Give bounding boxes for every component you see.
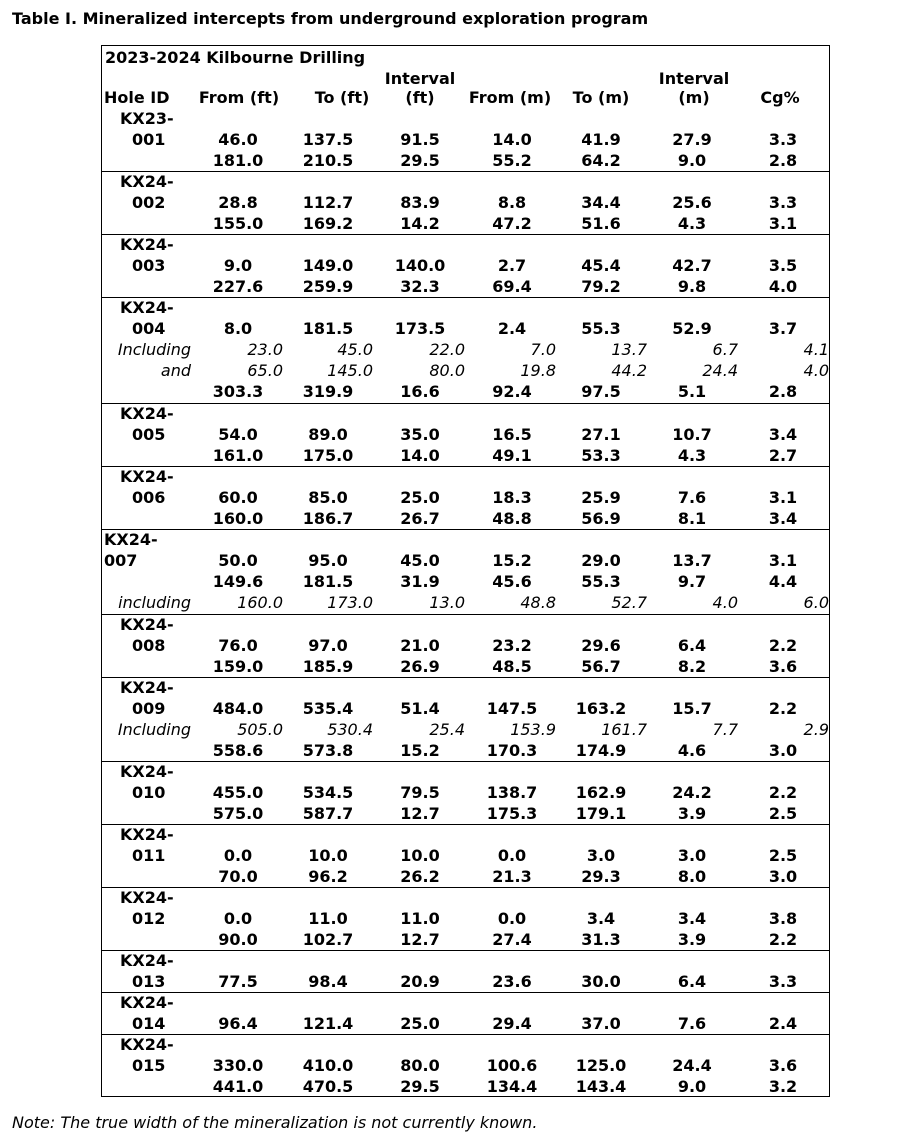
- cell: 159.0: [212, 657, 264, 676]
- cell: 29.3: [581, 867, 621, 886]
- cell: 29.0: [581, 551, 621, 570]
- row-divider: [102, 824, 829, 825]
- cell: 138.7: [486, 783, 538, 802]
- cell: 35.0: [400, 425, 440, 444]
- cell: 2.4: [497, 319, 527, 338]
- cell: 90.0: [218, 930, 258, 949]
- hole-id-suffix-KX23-001: 001: [132, 130, 166, 149]
- cell: 31.3: [581, 930, 621, 949]
- row-divider: [102, 297, 829, 298]
- cell: 77.5: [218, 972, 258, 991]
- cell-sub: 7.0: [530, 340, 556, 359]
- cell: 2.7: [497, 256, 527, 275]
- cell: 185.9: [302, 657, 354, 676]
- row-divider: [102, 761, 829, 762]
- hole-id-KX24-007: KX24-: [104, 530, 158, 549]
- cell-sub: 44.2: [611, 361, 647, 380]
- cell-sub: 2.9: [803, 720, 829, 739]
- cell: 173.5: [394, 319, 446, 338]
- column-header-0: Hole ID: [104, 88, 170, 107]
- hole-id-KX24-012: KX24-: [120, 888, 174, 907]
- cell: 137.5: [302, 130, 354, 149]
- cell-sub: 7.7: [712, 720, 738, 739]
- cell: 64.2: [581, 151, 621, 170]
- cell: 69.4: [492, 277, 532, 296]
- cell: 79.2: [581, 277, 621, 296]
- cell: 55.3: [581, 319, 621, 338]
- cell: 48.5: [492, 657, 532, 676]
- cell: 186.7: [302, 509, 354, 528]
- cell: 175.3: [486, 804, 538, 823]
- cell: 60.0: [218, 488, 258, 507]
- cell-sub: 22.0: [429, 340, 465, 359]
- cell: 23.6: [492, 972, 532, 991]
- row-divider: [102, 887, 829, 888]
- hole-id-KX24-009: KX24-: [120, 678, 174, 697]
- cell: 24.4: [672, 1056, 712, 1075]
- hole-id-KX23-001: KX23-: [120, 109, 174, 128]
- cell: 4.3: [677, 214, 707, 233]
- cell: 15.7: [672, 699, 712, 718]
- cell: 143.4: [575, 1077, 627, 1096]
- hole-id-suffix-KX24-006: 006: [132, 488, 166, 507]
- cell: 455.0: [212, 783, 264, 802]
- cell: 169.2: [302, 214, 354, 233]
- cell: 9.0: [677, 151, 707, 170]
- footnote: Note: The true width of the mineralization is not currently known.: [12, 1113, 538, 1132]
- hole-id-suffix-KX24-002: 002: [132, 193, 166, 212]
- hole-id-KX24-004: KX24-: [120, 298, 174, 317]
- cell: 45.4: [581, 256, 621, 275]
- cell: 49.1: [492, 446, 532, 465]
- cell: 3.1: [768, 488, 798, 507]
- cell: 0.0: [497, 909, 527, 928]
- cell: 125.0: [575, 1056, 627, 1075]
- cell: 24.2: [672, 783, 712, 802]
- cell: 37.0: [581, 1014, 621, 1033]
- cell: 11.0: [308, 909, 348, 928]
- row-divider: [102, 677, 829, 678]
- cell-sub: 530.4: [327, 720, 373, 739]
- cell: 4.0: [768, 277, 798, 296]
- cell: 3.6: [768, 1056, 798, 1075]
- cell-sub: 25.4: [429, 720, 465, 739]
- cell: 121.4: [302, 1014, 354, 1033]
- cell: 50.0: [218, 551, 258, 570]
- hole-id-suffix-KX24-015: 015: [132, 1056, 166, 1075]
- cell: 3.4: [677, 909, 707, 928]
- cell: 16.6: [400, 382, 440, 401]
- cell: 14.0: [492, 130, 532, 149]
- cell: 95.0: [308, 551, 348, 570]
- cell: 587.7: [302, 804, 354, 823]
- cell: 8.0: [677, 867, 707, 886]
- cell: 85.0: [308, 488, 348, 507]
- cell: 91.5: [400, 130, 440, 149]
- hole-id-suffix-KX24-012: 012: [132, 909, 166, 928]
- cell: 3.0: [677, 846, 707, 865]
- cell: 20.9: [400, 972, 440, 991]
- cell: 15.2: [400, 741, 440, 760]
- cell: 163.2: [575, 699, 627, 718]
- hole-id-suffix-KX24-014: 014: [132, 1014, 166, 1033]
- cell: 2.8: [768, 151, 798, 170]
- cell: 97.0: [308, 636, 348, 655]
- cell: 9.8: [677, 277, 707, 296]
- row-divider: [102, 403, 829, 404]
- cell: 10.7: [672, 425, 712, 444]
- cell: 484.0: [212, 699, 264, 718]
- cell: 25.0: [400, 488, 440, 507]
- cell: 41.9: [581, 130, 621, 149]
- cell-sub: 4.0: [803, 361, 829, 380]
- cell: 52.9: [672, 319, 712, 338]
- cell: 80.0: [400, 1056, 440, 1075]
- cell: 31.9: [400, 572, 440, 591]
- cell: 2.2: [768, 930, 798, 949]
- sub-interval-label: including: [118, 593, 191, 612]
- hole-id-suffix-KX24-013: 013: [132, 972, 166, 991]
- cell: 46.0: [218, 130, 258, 149]
- cell: 179.1: [575, 804, 627, 823]
- cell: 14.2: [400, 214, 440, 233]
- cell: 259.9: [302, 277, 354, 296]
- cell: 3.3: [768, 972, 798, 991]
- cell: 2.5: [768, 846, 798, 865]
- cell: 2.4: [768, 1014, 798, 1033]
- cell: 4.3: [677, 446, 707, 465]
- cell: 92.4: [492, 382, 532, 401]
- cell: 21.3: [492, 867, 532, 886]
- row-divider: [102, 614, 829, 615]
- cell-sub: 6.7: [712, 340, 738, 359]
- hole-id-KX24-013: KX24-: [120, 951, 174, 970]
- cell-sub: 13.7: [611, 340, 647, 359]
- cell: 14.0: [400, 446, 440, 465]
- cell: 47.2: [492, 214, 532, 233]
- cell: 34.4: [581, 193, 621, 212]
- cell: 3.9: [677, 930, 707, 949]
- cell: 13.7: [672, 551, 712, 570]
- cell: 89.0: [308, 425, 348, 444]
- cell: 18.3: [492, 488, 532, 507]
- cell: 51.4: [400, 699, 440, 718]
- cell: 8.2: [677, 657, 707, 676]
- cell: 29.5: [400, 151, 440, 170]
- column-header-6-line1: Interval: [658, 69, 730, 88]
- cell: 6.4: [677, 972, 707, 991]
- hole-id-suffix-KX24-003: 003: [132, 256, 166, 275]
- cell: 112.7: [302, 193, 354, 212]
- cell: 3.8: [768, 909, 798, 928]
- cell: 0.0: [223, 909, 253, 928]
- cell: 56.9: [581, 509, 621, 528]
- cell-sub: 19.8: [520, 361, 556, 380]
- hole-id-suffix-KX24-007: 007: [104, 551, 138, 570]
- cell: 303.3: [212, 382, 264, 401]
- cell: 2.2: [768, 699, 798, 718]
- cell: 25.0: [400, 1014, 440, 1033]
- cell: 9.0: [223, 256, 253, 275]
- cell: 3.0: [768, 867, 798, 886]
- cell: 7.6: [677, 488, 707, 507]
- cell: 3.2: [768, 1077, 798, 1096]
- cell: 83.9: [400, 193, 440, 212]
- cell: 8.0: [223, 319, 253, 338]
- cell: 441.0: [212, 1077, 264, 1096]
- cell: 181.5: [302, 319, 354, 338]
- cell: 175.0: [302, 446, 354, 465]
- cell: 3.1: [768, 551, 798, 570]
- column-header-4: From (m): [468, 88, 552, 107]
- cell: 16.5: [492, 425, 532, 444]
- cell-sub: 161.7: [601, 720, 647, 739]
- cell: 3.3: [768, 193, 798, 212]
- cell: 4.4: [768, 572, 798, 591]
- drilling-intercepts-table: [101, 45, 830, 1097]
- cell: 45.0: [400, 551, 440, 570]
- sub-interval-label: Including: [117, 720, 191, 739]
- row-divider: [102, 992, 829, 993]
- cell: 27.9: [672, 130, 712, 149]
- hole-id-KX24-003: KX24-: [120, 235, 174, 254]
- cell-sub: 160.0: [237, 593, 283, 612]
- cell: 26.7: [400, 509, 440, 528]
- cell: 210.5: [302, 151, 354, 170]
- cell: 181.0: [212, 151, 264, 170]
- cell: 53.3: [581, 446, 621, 465]
- cell: 55.3: [581, 572, 621, 591]
- cell: 3.0: [768, 741, 798, 760]
- cell-sub: 153.9: [510, 720, 556, 739]
- cell: 30.0: [581, 972, 621, 991]
- hole-id-KX24-011: KX24-: [120, 825, 174, 844]
- cell: 2.2: [768, 636, 798, 655]
- hole-id-KX24-015: KX24-: [120, 1035, 174, 1054]
- cell: 3.4: [586, 909, 616, 928]
- cell: 181.5: [302, 572, 354, 591]
- cell: 5.1: [677, 382, 707, 401]
- cell: 3.9: [677, 804, 707, 823]
- cell: 55.2: [492, 151, 532, 170]
- cell: 470.5: [302, 1077, 354, 1096]
- column-header-1: From (ft): [198, 88, 280, 107]
- cell: 96.2: [308, 867, 348, 886]
- hole-id-KX24-006: KX24-: [120, 467, 174, 486]
- cell: 2.5: [768, 804, 798, 823]
- table-title: Table I. Mineralized intercepts from underground exploration program: [12, 9, 649, 28]
- cell: 8.1: [677, 509, 707, 528]
- cell-sub: 6.0: [803, 593, 829, 612]
- cell-sub: 65.0: [247, 361, 283, 380]
- table-caption: 2023-2024 Kilbourne Drilling: [105, 48, 366, 67]
- column-header-3-line1: Interval: [384, 69, 456, 88]
- cell: 3.7: [768, 319, 798, 338]
- cell-sub: 505.0: [237, 720, 283, 739]
- cell: 155.0: [212, 214, 264, 233]
- cell: 534.5: [302, 783, 354, 802]
- hole-id-suffix-KX24-009: 009: [132, 699, 166, 718]
- column-header-7: Cg%: [760, 88, 800, 107]
- hole-id-KX24-002: KX24-: [120, 172, 174, 191]
- hole-id-suffix-KX24-011: 011: [132, 846, 166, 865]
- cell: 45.6: [492, 572, 532, 591]
- cell: 9.7: [677, 572, 707, 591]
- cell: 147.5: [486, 699, 538, 718]
- cell: 96.4: [218, 1014, 258, 1033]
- cell: 3.1: [768, 214, 798, 233]
- cell: 25.6: [672, 193, 712, 212]
- cell: 100.6: [486, 1056, 538, 1075]
- cell: 3.6: [768, 657, 798, 676]
- cell: 97.5: [581, 382, 621, 401]
- cell: 12.7: [400, 930, 440, 949]
- cell: 3.3: [768, 130, 798, 149]
- hole-id-KX24-005: KX24-: [120, 404, 174, 423]
- cell: 3.5: [768, 256, 798, 275]
- cell: 79.5: [400, 783, 440, 802]
- cell: 134.4: [486, 1077, 538, 1096]
- cell: 29.6: [581, 636, 621, 655]
- cell: 149.6: [212, 572, 264, 591]
- cell: 98.4: [308, 972, 348, 991]
- cell: 102.7: [302, 930, 354, 949]
- cell-sub: 173.0: [327, 593, 373, 612]
- hole-id-suffix-KX24-004: 004: [132, 319, 166, 338]
- hole-id-suffix-KX24-010: 010: [132, 783, 166, 802]
- cell-sub: 23.0: [247, 340, 283, 359]
- cell: 29.5: [400, 1077, 440, 1096]
- cell: 7.6: [677, 1014, 707, 1033]
- cell: 26.2: [400, 867, 440, 886]
- row-divider: [102, 234, 829, 235]
- cell-sub: 4.1: [803, 340, 829, 359]
- cell: 330.0: [212, 1056, 264, 1075]
- cell: 573.8: [302, 741, 354, 760]
- hole-id-KX24-014: KX24-: [120, 993, 174, 1012]
- cell: 8.8: [497, 193, 527, 212]
- cell: 70.0: [218, 867, 258, 886]
- cell-sub: 48.8: [520, 593, 556, 612]
- cell: 23.2: [492, 636, 532, 655]
- sub-interval-label: Including: [117, 340, 191, 359]
- cell: 12.7: [400, 804, 440, 823]
- hole-id-suffix-KX24-005: 005: [132, 425, 166, 444]
- row-divider: [102, 171, 829, 172]
- cell: 4.6: [677, 741, 707, 760]
- cell: 0.0: [497, 846, 527, 865]
- hole-id-suffix-KX24-008: 008: [132, 636, 166, 655]
- cell: 15.2: [492, 551, 532, 570]
- row-divider: [102, 950, 829, 951]
- cell: 42.7: [672, 256, 712, 275]
- cell: 25.9: [581, 488, 621, 507]
- cell-sub: 13.0: [429, 593, 465, 612]
- cell: 149.0: [302, 256, 354, 275]
- cell: 0.0: [223, 846, 253, 865]
- cell: 160.0: [212, 509, 264, 528]
- cell: 54.0: [218, 425, 258, 444]
- sub-interval-label: and: [160, 361, 191, 380]
- row-divider: [102, 529, 829, 530]
- cell-sub: 145.0: [327, 361, 373, 380]
- cell: 161.0: [212, 446, 264, 465]
- cell: 170.3: [486, 741, 538, 760]
- cell: 10.0: [400, 846, 440, 865]
- cell-sub: 4.0: [712, 593, 738, 612]
- cell: 56.7: [581, 657, 621, 676]
- cell: 3.4: [768, 425, 798, 444]
- cell: 76.0: [218, 636, 258, 655]
- cell-sub: 80.0: [429, 361, 465, 380]
- column-header-3-line2: (ft): [405, 88, 435, 107]
- cell: 9.0: [677, 1077, 707, 1096]
- cell: 2.8: [768, 382, 798, 401]
- cell: 26.9: [400, 657, 440, 676]
- column-header-6-line2: (m): [678, 88, 710, 107]
- row-divider: [102, 1034, 829, 1035]
- cell: 27.4: [492, 930, 532, 949]
- row-divider: [102, 466, 829, 467]
- cell-sub: 45.0: [337, 340, 373, 359]
- cell: 319.9: [302, 382, 354, 401]
- cell: 410.0: [302, 1056, 354, 1075]
- cell: 48.8: [492, 509, 532, 528]
- cell: 3.0: [586, 846, 616, 865]
- cell-sub: 52.7: [611, 593, 647, 612]
- cell: 140.0: [394, 256, 446, 275]
- cell: 32.3: [400, 277, 440, 296]
- cell-sub: 24.4: [702, 361, 738, 380]
- cell: 27.1: [581, 425, 621, 444]
- cell: 10.0: [308, 846, 348, 865]
- cell: 558.6: [212, 741, 264, 760]
- cell: 11.0: [400, 909, 440, 928]
- column-header-2: To (ft): [314, 88, 370, 107]
- cell: 51.6: [581, 214, 621, 233]
- cell: 21.0: [400, 636, 440, 655]
- cell: 575.0: [212, 804, 264, 823]
- cell: 28.8: [218, 193, 258, 212]
- cell: 174.9: [575, 741, 627, 760]
- cell: 535.4: [302, 699, 354, 718]
- hole-id-KX24-010: KX24-: [120, 762, 174, 781]
- column-header-5: To (m): [572, 88, 630, 107]
- cell: 6.4: [677, 636, 707, 655]
- cell: 2.2: [768, 783, 798, 802]
- cell: 3.4: [768, 509, 798, 528]
- cell: 162.9: [575, 783, 627, 802]
- cell: 227.6: [212, 277, 264, 296]
- hole-id-KX24-008: KX24-: [120, 615, 174, 634]
- cell: 2.7: [768, 446, 798, 465]
- cell: 29.4: [492, 1014, 532, 1033]
